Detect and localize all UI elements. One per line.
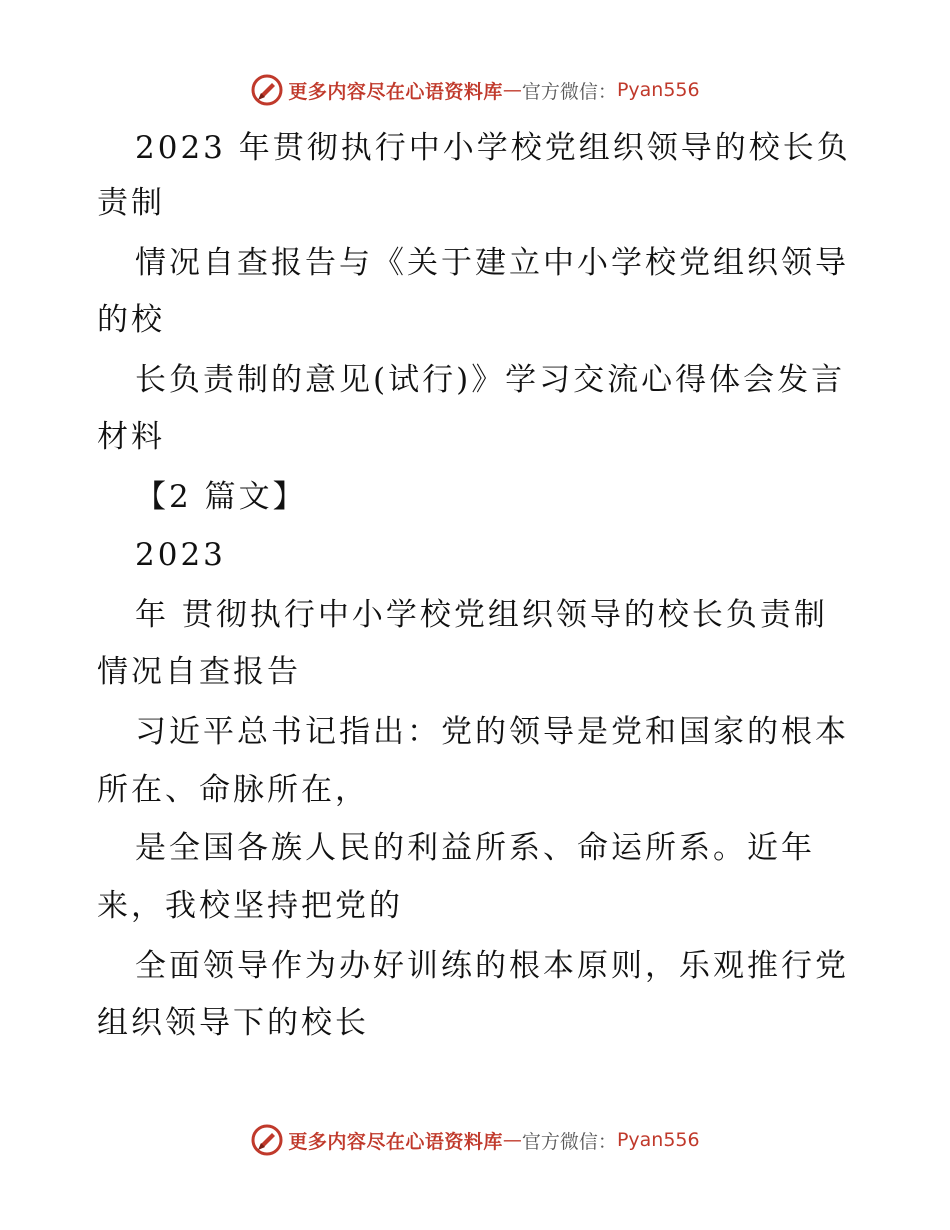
header-wechat-label: 官方微信： — [521, 80, 617, 103]
footer-wechat-id: Pyan556 — [616, 1129, 700, 1151]
text-line: 责制 — [97, 185, 165, 221]
text-line: 是全国各族人民的利益所系、命运所系。近年 — [135, 830, 815, 866]
text-line: 材料 — [97, 419, 165, 455]
text-line: 2023 — [135, 537, 226, 573]
text-line: 习近平总书记指出：党的领导是党和国家的根本 — [135, 714, 849, 750]
text-line: 情况自查报告 — [97, 654, 301, 690]
text-line: 所在、命脉所在， — [97, 772, 369, 808]
text-line: 来，我校坚持把党的 — [97, 888, 403, 924]
text-line: 的校 — [97, 302, 165, 338]
header-site-name: 更多内容尽在心语资料库 — [288, 80, 503, 103]
header-dash: — — [502, 79, 522, 101]
text-line: 2023 年贯彻执行中小学校党组织领导的校长负 — [135, 130, 851, 166]
text-line: 年 贯彻执行中小学校党组织领导的校长负责制 — [135, 597, 828, 633]
header-watermark-banner — [0, 70, 950, 110]
text-line: 【2 篇文】 — [135, 479, 307, 515]
text-line: 全面领导作为办好训练的根本原则，乐观推行党 — [135, 948, 849, 984]
text-line: 组织领导下的校长 — [97, 1005, 369, 1041]
footer-watermark-banner — [0, 1120, 950, 1160]
footer-dash: — — [502, 1129, 522, 1151]
text-line: 情况自查报告与《关于建立中小学校党组织领导 — [135, 245, 849, 281]
header-wechat-id: Pyan556 — [616, 79, 700, 101]
logo-icon — [250, 73, 284, 107]
footer-wechat-label: 官方微信： — [521, 1130, 617, 1153]
logo-icon — [250, 1123, 284, 1157]
text-line: 长负责制的意见(试行)》学习交流心得体会发言 — [135, 362, 846, 398]
footer-site-name: 更多内容尽在心语资料库 — [288, 1130, 503, 1153]
